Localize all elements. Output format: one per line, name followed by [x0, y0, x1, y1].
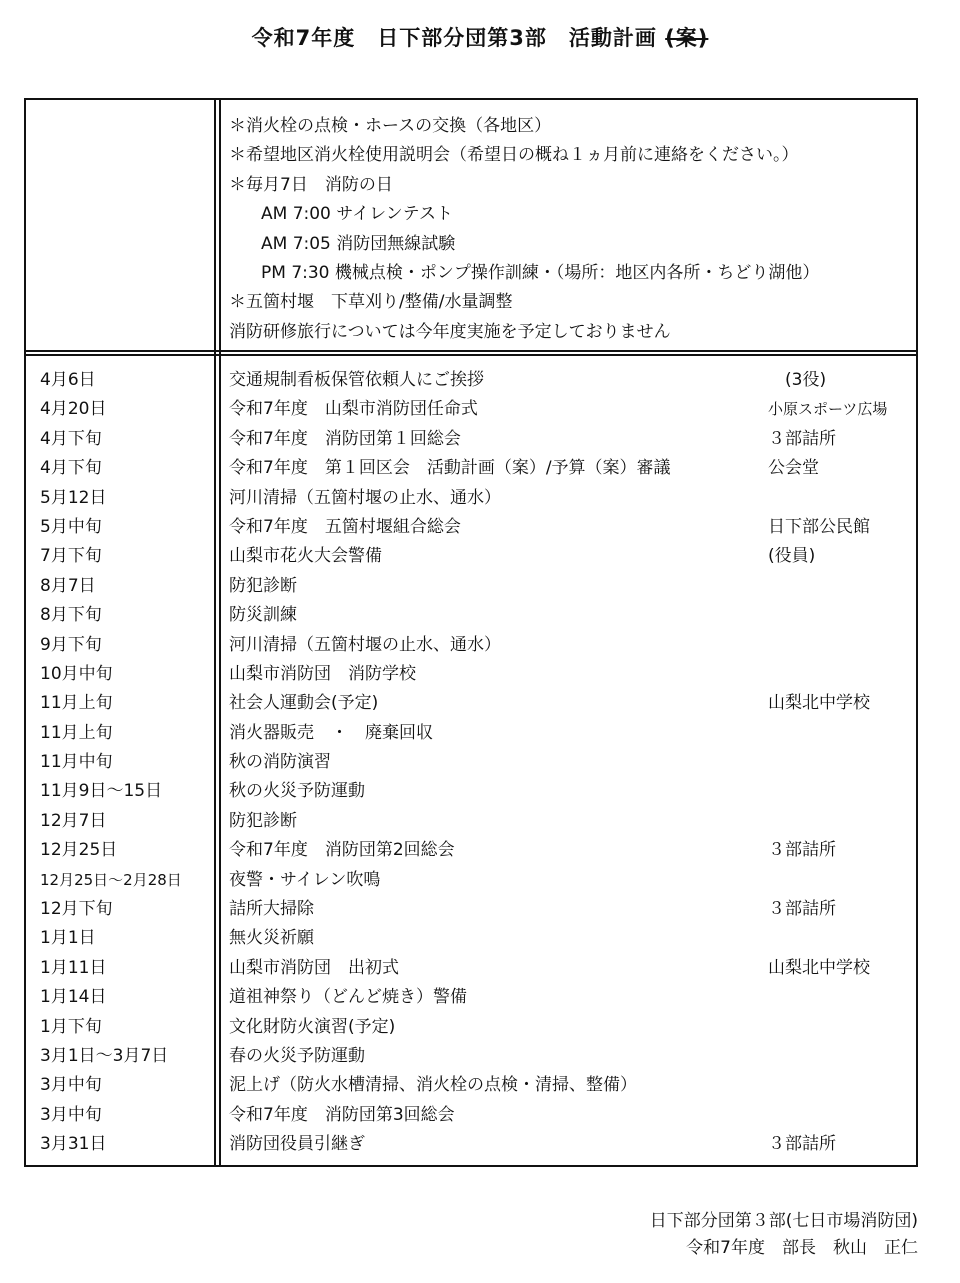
schedule-date: 4月20日 — [40, 399, 107, 420]
schedule-list — [0, 366, 960, 1160]
schedule-row — [0, 983, 960, 1012]
schedule-date: 11月中旬 — [40, 752, 113, 773]
schedule-date: 3月中旬 — [40, 1075, 102, 1096]
section-divider — [24, 350, 918, 356]
note-line: AM 7:05 消防団無線試験 — [261, 233, 456, 254]
schedule-date: 1月14日 — [40, 987, 107, 1008]
schedule-date: 5月12日 — [40, 487, 107, 508]
schedule-date: 3月1日～3月7日 — [40, 1045, 169, 1066]
schedule-event: 春の火災予防運動 — [229, 1045, 365, 1066]
schedule-date: 4月下旬 — [40, 458, 102, 479]
schedule-event: 詰所大掃除 — [229, 899, 314, 920]
schedule-row — [0, 572, 960, 601]
schedule-row — [0, 513, 960, 542]
schedule-row — [0, 836, 960, 865]
note-line: ＊希望地区消火栓使用説明会（希望日の概ね１ヵ月前に連絡をください。） — [229, 145, 799, 166]
schedule-event: 防災訓練 — [229, 605, 297, 626]
schedule-date: 11月上旬 — [40, 693, 113, 714]
schedule-event: 文化財防火演習(予定) — [229, 1016, 396, 1037]
schedule-event: 交通規制看板保管依頼人にご挨拶 — [229, 370, 484, 390]
schedule-row — [0, 366, 960, 395]
schedule-row — [0, 425, 960, 454]
schedule-place: ３部詰所 — [768, 899, 836, 920]
schedule-event: 令和7年度 消防団第2回総会 — [229, 840, 455, 861]
schedule-event: 山梨市消防団 消防学校 — [229, 663, 416, 684]
schedule-date: 12月7日 — [40, 810, 107, 831]
schedule-event: 河川清掃（五箇村堰の止水、通水） — [229, 634, 501, 655]
schedule-date: 1月下旬 — [40, 1016, 102, 1037]
schedule-date: 11月9日～15日 — [40, 781, 163, 802]
schedule-date: 12月下旬 — [40, 899, 113, 920]
schedule-event: 令和7年度 第１回区会 活動計画（案）/予算（案）審議 — [229, 458, 671, 479]
schedule-row — [0, 777, 960, 806]
schedule-date: 1月11日 — [40, 957, 107, 978]
schedule-place: ３部詰所 — [768, 428, 836, 449]
schedule-place: 小原スポーツ広場 — [768, 400, 888, 419]
schedule-place: 山梨北中学校 — [768, 957, 870, 978]
schedule-date: 4月下旬 — [40, 428, 102, 449]
schedule-event: 夜警・サイレン吹鳴 — [229, 869, 381, 890]
note-line: ＊五箇村堰 下草刈り/整備/水量調整 — [229, 292, 513, 313]
schedule-place: (3役) — [768, 370, 827, 390]
schedule-row — [0, 1101, 960, 1130]
schedule-event: 山梨市消防団 出初式 — [229, 957, 399, 978]
schedule-row — [0, 954, 960, 983]
general-notes — [229, 112, 909, 347]
schedule-event: 泥上げ（防火水槽清掃、消火栓の点検・清掃、整備） — [229, 1075, 637, 1096]
schedule-place: (役員) — [768, 546, 816, 567]
schedule-date: 11月上旬 — [40, 722, 113, 743]
schedule-place: 日下部公民館 — [768, 516, 870, 537]
page-title — [0, 22, 960, 52]
schedule-event: 秋の消防演習 — [229, 752, 331, 773]
schedule-row — [0, 484, 960, 513]
schedule-row — [0, 866, 960, 895]
schedule-place: 公会堂 — [768, 458, 819, 479]
schedule-event: 無火災祈願 — [229, 928, 314, 949]
footer-organization: 日下部分団第３部(七日市場消防団) — [649, 1211, 918, 1231]
schedule-date: 3月31日 — [40, 1134, 107, 1155]
schedule-row — [0, 1071, 960, 1100]
schedule-event: 防犯診断 — [229, 575, 297, 596]
schedule-event: 防犯診断 — [229, 810, 297, 831]
schedule-row — [0, 719, 960, 748]
schedule-row — [0, 631, 960, 660]
note-line: ＊毎月7日 消防の日 — [229, 174, 393, 195]
schedule-event: 令和7年度 五箇村堰組合総会 — [229, 516, 461, 537]
schedule-row — [0, 748, 960, 777]
schedule-date: 10月中旬 — [40, 663, 113, 684]
schedule-event: 社会人運動会(予定) — [229, 693, 379, 714]
title-main: 令和7年度 日下部分団第3部 活動計画 — [251, 26, 657, 50]
schedule-place: ３部詰所 — [768, 840, 836, 861]
schedule-date: 12月25日～2月28日 — [40, 870, 182, 889]
schedule-date: 8月下旬 — [40, 605, 102, 626]
schedule-row — [0, 689, 960, 718]
schedule-date: 12月25日 — [40, 840, 118, 861]
schedule-event: 令和7年度 山梨市消防団任命式 — [229, 399, 478, 420]
note-line: AM 7:00 サイレンテスト — [261, 204, 453, 225]
schedule-date: 4月6日 — [40, 370, 96, 390]
schedule-event: 山梨市花火大会警備 — [229, 546, 382, 567]
schedule-date: 3月中旬 — [40, 1104, 102, 1125]
schedule-event: 令和7年度 消防団第3回総会 — [229, 1104, 455, 1125]
schedule-event: 消火器販売 ・ 廃棄回収 — [229, 722, 433, 743]
schedule-date: 8月7日 — [40, 575, 96, 596]
schedule-row — [0, 895, 960, 924]
schedule-event: 河川清掃（五箇村堰の止水、通水） — [229, 487, 501, 508]
note-line: ＊消火栓の点検・ホースの交換（各地区） — [229, 116, 552, 136]
schedule-date: 9月下旬 — [40, 634, 102, 655]
title-draft-mark: (案) — [665, 26, 709, 50]
schedule-row — [0, 1042, 960, 1071]
schedule-event: 令和7年度 消防団第１回総会 — [229, 428, 461, 449]
schedule-place: ３部詰所 — [768, 1134, 836, 1155]
schedule-event: 道祖神祭り（どんど焼き）警備 — [229, 987, 467, 1008]
note-line: PM 7:30 機械点検・ポンプ操作訓練・（場所：地区内各所・ちどり湖他） — [261, 262, 820, 283]
schedule-date: 1月1日 — [40, 928, 96, 949]
schedule-date: 7月下旬 — [40, 546, 102, 567]
schedule-row — [0, 1130, 960, 1159]
schedule-row — [0, 454, 960, 483]
footer — [650, 1208, 918, 1262]
schedule-row — [0, 601, 960, 630]
schedule-row — [0, 542, 960, 571]
footer-signature: 令和7年度 部長 秋山 正仁 — [686, 1238, 918, 1258]
schedule-row — [0, 924, 960, 953]
schedule-event: 秋の火災予防運動 — [229, 781, 365, 802]
schedule-row — [0, 660, 960, 689]
schedule-row — [0, 395, 960, 424]
schedule-row — [0, 807, 960, 836]
schedule-place: 山梨北中学校 — [768, 693, 870, 714]
schedule-event: 消防団役員引継ぎ — [229, 1134, 365, 1155]
schedule-date: 5月中旬 — [40, 516, 102, 537]
schedule-row — [0, 1013, 960, 1042]
note-line: 消防研修旅行については今年度実施を予定しておりません — [229, 321, 671, 342]
